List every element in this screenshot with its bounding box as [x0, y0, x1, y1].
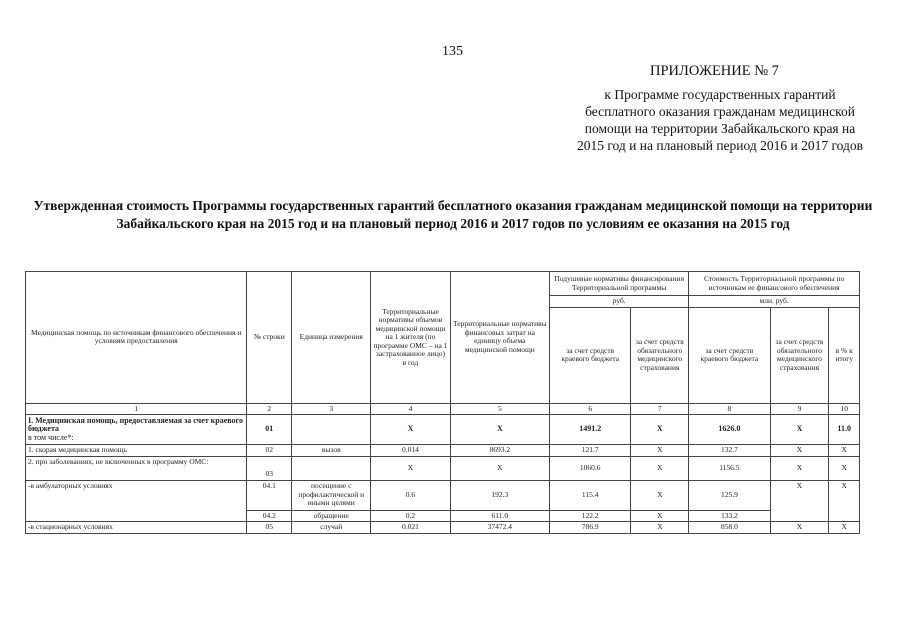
cell: X	[829, 480, 860, 522]
table-row	[26, 415, 860, 445]
header-volume-norm: Территориальные нормативы объемов медицинской помощи на 1 жителя (по программе ОМС – на 1 застрахованное лицо) в год	[371, 272, 450, 404]
cell: 37472.4	[450, 522, 550, 534]
cell: 1491.2	[550, 415, 631, 445]
cell: 192.3	[450, 480, 550, 510]
header-regional-budget-cost: за счет средств краевого бюджета	[689, 307, 770, 403]
header-oms-cost: за счет средств обязательного медицинского страхования	[770, 307, 829, 403]
cell: 0.2	[371, 510, 450, 522]
cell: X	[450, 415, 550, 445]
column-number: 9	[770, 403, 829, 415]
cell: обращение	[292, 510, 371, 522]
header-care-type: Медицинская помощь по источникам финансового обеспечения и условиям предоставления	[26, 272, 247, 404]
cell: X	[829, 456, 860, 480]
column-number-row	[26, 403, 860, 415]
cell: 1060.6	[550, 456, 631, 480]
table-row	[26, 522, 860, 534]
cell	[292, 456, 371, 480]
cell: X	[631, 456, 689, 480]
column-number: 8	[689, 403, 770, 415]
cell: X	[450, 456, 550, 480]
column-number: 6	[550, 403, 631, 415]
cell: 8693.2	[450, 445, 550, 457]
column-number: 2	[247, 403, 292, 415]
header-program-cost-group: Стоимость Территориальной программы по источникам ее финансового обеспечения	[689, 272, 860, 296]
row-label	[26, 415, 247, 445]
row-label-note: в том числе*:	[28, 432, 74, 442]
cell: X	[631, 480, 689, 510]
cell: X	[631, 445, 689, 457]
cell: X	[770, 456, 829, 480]
column-number: 10	[829, 403, 860, 415]
cell: X	[770, 522, 829, 534]
cell: X	[770, 415, 829, 445]
header-percent-total: в % к итогу	[829, 307, 860, 403]
cell: 11.0	[829, 415, 860, 445]
cell: 133.2	[689, 510, 770, 522]
cell: 1156.5	[689, 456, 770, 480]
cell: 0.6	[371, 480, 450, 510]
cell: X	[631, 415, 689, 445]
cell	[292, 415, 371, 445]
table-row	[26, 480, 860, 510]
appendix-subtitle: к Программе государственных гарантий бесплатного оказания гражданам медицинской помощи на территории Забайкальского края на 2015 год и на плановый период 2016 и 2017 годов	[576, 87, 864, 153]
header-cost-norm: Территориальные нормативы финансовых затрат на единицу объема медицинской помощи	[450, 272, 550, 404]
header-row-number: № строки	[247, 272, 292, 404]
column-number: 7	[631, 403, 689, 415]
row-label-main: I. Медицинская помощь, предоставляемая за счет краевого бюджета	[28, 415, 243, 434]
document-title: Утвержденная стоимость Программы государственных гарантий бесплатного оказания гражданам медицинской помощи на территории Забайкальского края на 2015 год и на плановый период 2016 и 2017 годов по условиям ее оказания на 2015 год	[33, 198, 873, 231]
cell: 05	[247, 522, 292, 534]
cell: 0.021	[371, 522, 450, 534]
cell: 04.1	[247, 480, 292, 510]
header-per-capita-unit: руб.	[550, 296, 689, 308]
cell: вызов	[292, 445, 371, 457]
cell: 115.4	[550, 480, 631, 510]
cell: 03	[247, 456, 292, 480]
row-label: 1. скорая медицинская помощь	[26, 445, 247, 457]
cell: 04.2	[247, 510, 292, 522]
column-number: 3	[292, 403, 371, 415]
cell: посещение с профилактической и иными целями	[292, 480, 371, 510]
cell: X	[631, 510, 689, 522]
page-number: 135	[442, 44, 463, 59]
cell: X	[770, 480, 829, 522]
cell: 02	[247, 445, 292, 457]
row-label: -в стационарных условиях	[26, 522, 247, 534]
cell: X	[829, 522, 860, 534]
cell: 0.014	[371, 445, 450, 457]
table-row	[26, 445, 860, 457]
header-program-cost-unit: млн. руб.	[689, 296, 860, 308]
cell: X	[371, 415, 450, 445]
cell: X	[371, 456, 450, 480]
cell: 1626.0	[689, 415, 770, 445]
header-unit: Единица измерения	[292, 272, 371, 404]
cell: 858.0	[689, 522, 770, 534]
cell: 01	[247, 415, 292, 445]
table-row	[26, 456, 860, 480]
column-number: 4	[371, 403, 450, 415]
cell: 125.9	[689, 480, 770, 510]
header-per-capita-group: Подушевые нормативы финансирования Территориальной программы	[550, 272, 689, 296]
cell: 122.2	[550, 510, 631, 522]
row-label: -в амбулаторных условиях	[26, 480, 247, 522]
cost-table	[25, 271, 860, 534]
header-regional-budget-per-capita: за счет средств краевого бюджета	[550, 307, 631, 403]
cell: X	[631, 522, 689, 534]
column-number: 1	[26, 403, 247, 415]
cell: X	[770, 445, 829, 457]
row-label: 2. при заболеваниях, не включенных в программу ОМС:	[26, 456, 247, 480]
cell: 786.9	[550, 522, 631, 534]
cell: 121.7	[550, 445, 631, 457]
cell: 611.0	[450, 510, 550, 522]
column-number: 5	[450, 403, 550, 415]
header-oms-per-capita: за счет средств обязательного медицинского страхования	[631, 307, 689, 403]
appendix-title: ПРИЛОЖЕНИЕ № 7	[650, 63, 779, 79]
cell: X	[829, 445, 860, 457]
cell: 132.7	[689, 445, 770, 457]
cell: случай	[292, 522, 371, 534]
